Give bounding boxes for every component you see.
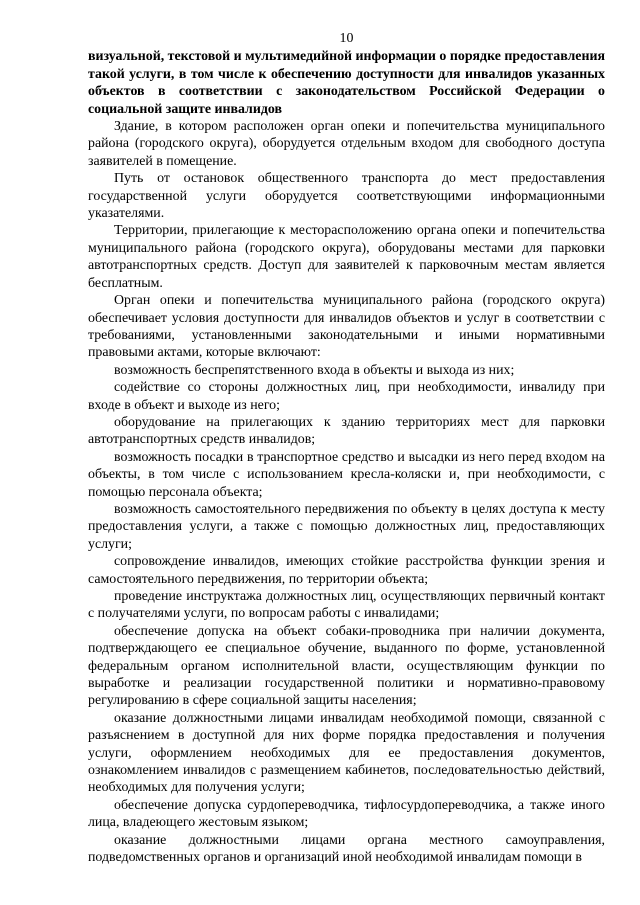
paragraph-accessibility-conditions: Орган опеки и попечительства муниципального района (городского округа) обеспечивает условия доступности для инвалидов объектов и услуг в соответствии с требованиями, установленными законодательными и иными нормативными правовыми актами, которые включают:	[88, 293, 605, 361]
list-item-staff-assistance: содействие со стороны должностных лиц, при необходимости, инвалиду при входе в объект и выходе из него;	[88, 380, 605, 413]
list-item-sign-interpreter: обеспечение допуска сурдопереводчика, тифлосурдопереводчика, а также иного лица, владеющего жестовым языком;	[88, 797, 605, 831]
list-item-staff-briefing: проведение инструктажа должностных лиц, осуществляющих первичный контакт с получателями услуги, по вопросам работы с инвалидами;	[88, 589, 605, 622]
page-number: 10	[339, 31, 354, 46]
list-item-staff-help: оказание должностными лицами инвалидам необходимой помощи, связанной с разъяснением в доступной для них форме порядка предоставления и получения услуги, оформлением необходимых для ее предоставления документов, ознакомлением инвалидов с размещением кабинетов, последовательностью действий, необходимых для получения услуги;	[88, 710, 605, 796]
list-item-vehicle-boarding: возможность посадки в транспортное средство и высадки из него перед входом на объекты, в том числе с использованием кресла-коляски и, при необходимости, с помощью персонала объекта;	[88, 449, 605, 500]
bold-intro-text: визуальной, текстовой и мультимедийной информации о порядке предоставления такой услуги, в том числе к обеспечению доступности для инвалидов указанных объектов в соответствии с законодательством Российской Федерации о социальной защите инвалидов	[88, 49, 605, 117]
paragraph-building-entrance: Здание, в котором расположен орган опеки и попечительства муниципального района (городского округа), оборудуется отдельным входом для свободного доступа заявителей в помещение.	[88, 119, 605, 169]
list-item-escort: сопровождение инвалидов, имеющих стойкие расстройства функции зрения и самостоятельного передвижения, по территории объекта;	[88, 554, 605, 587]
list-item-other-assistance: оказание должностными лицами органа местного самоуправления, подведомственных органов и организаций иной необходимой инвалидам помощи в	[88, 832, 605, 866]
paragraph-parking: Территории, прилегающие к месторасположению органа опеки и попечительства муниципального района (городского округа), оборудованы местами для парковки автотранспортных средств. Доступ для заявителей к парковочным местам является бесплатным.	[88, 223, 605, 291]
list-item-free-entry: возможность беспрепятственного входа в объекты и выхода из них;	[114, 362, 515, 378]
list-item-disabled-parking: оборудование на прилегающих к зданию территориях мест для парковки автотранспортных средств инвалидов;	[88, 414, 605, 448]
list-item-independent-movement: возможность самостоятельного передвижения по объекту в целях доступа к месту предоставления услуги, а также с помощью должностных лиц, предоставляющих услуги;	[88, 501, 605, 552]
paragraph-transport-signs: Путь от остановок общественного транспорта до мест предоставления государственной услуги оборудуется соответствующими информационными указателями.	[88, 171, 605, 222]
list-item-guide-dog: обеспечение допуска на объект собаки-проводника при наличии документа, подтверждающего ее специальное обучение, выданного по форме, установленной федеральным органом исполнительной власти, осуществляющим функции по выработке и реализации государственной политики и нормативно-правовому регулированию в сфере социальной защиты населения;	[88, 623, 605, 709]
